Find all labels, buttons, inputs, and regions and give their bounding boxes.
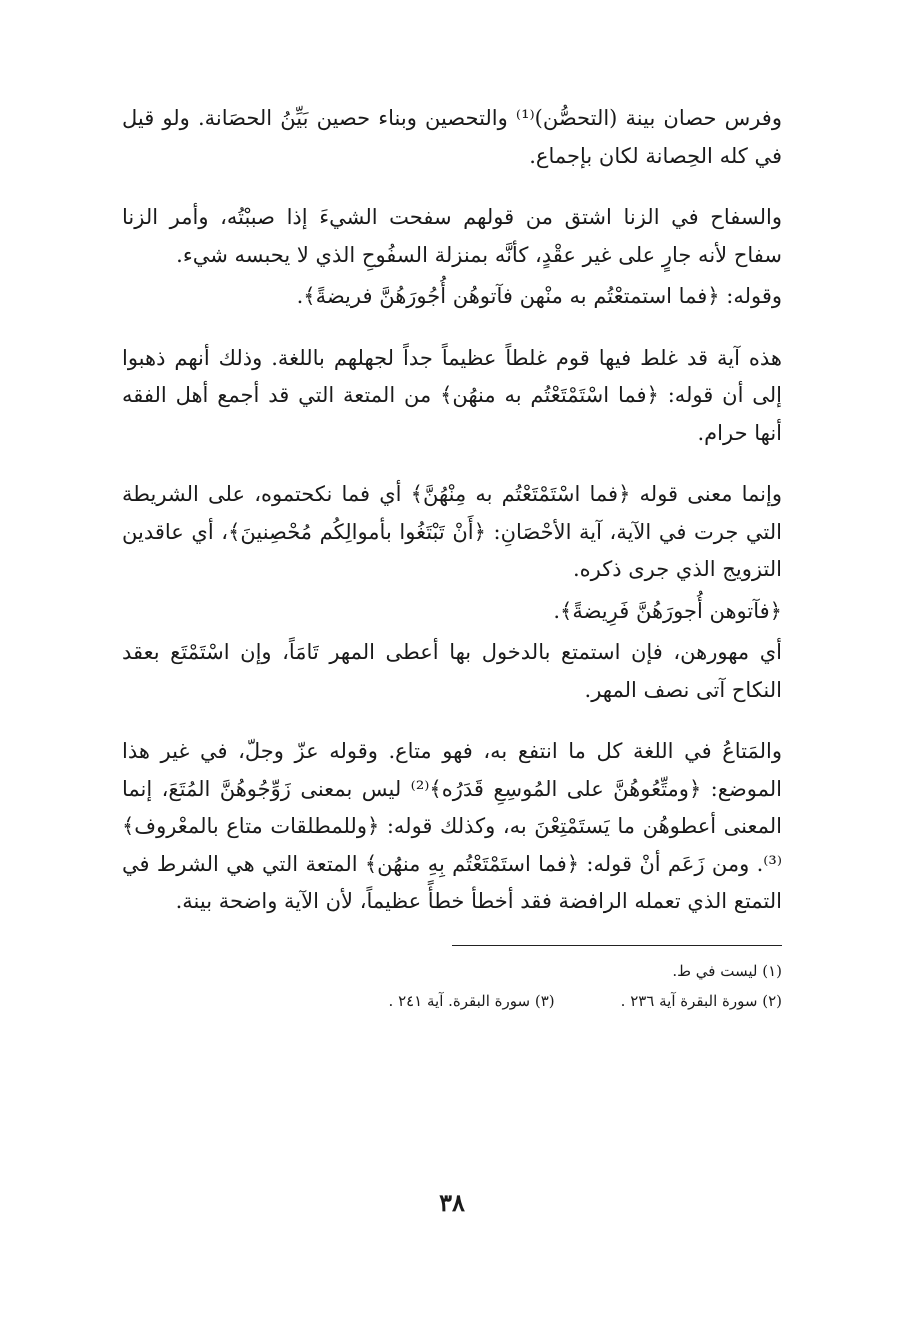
paragraph-meaning-of-istimta: وإنما معنى قوله ﴿فما اسْتَمْتَعْتُم به مِنْهُنَّ﴾ أي فما نكحتموه، على الشريطة التي جرت في الآية، آية الأحْصَانِ: ﴿أَنْ تَبْتَغُوا بأموالِكُم مُحْصِنينَ﴾، أي عاقدين التزويج الذي جرى ذكره. <box>122 482 782 581</box>
footnotes <box>122 956 782 1016</box>
paragraph-mistake-explanation: هذه آية قد غلط فيها قوم غلطاً عظيماً جداً لجهلهم باللغة. وذلك أنهم ذهبوا إلى أن قوله: ﴿فما اسْتَمْتَعْتُم به منهُن﴾ من المتعة التي قد أجمع أهل الفقه أنها حرام. <box>122 345 782 445</box>
page-number: ٣٨ <box>439 1188 465 1217</box>
paragraph-mahr: أي مهورهن، فإن استمتع بالدخول بها أعطى المهر تَامَاً، وإن اسْتَمْتَع بعقد النكاح آتى نصف المهر. <box>122 640 782 702</box>
paragraph-verse-ujur: ﴿فآتوهن أُجورَهُنَّ فَرِيضةً﴾. <box>553 598 782 623</box>
paragraph-horse-fortification: وفرس حصان بينة (التحصُّن)⁽¹⁾ والتحصين وبناء حصين بَيِّنُ الحصَانة. ولو قيل في كله الحِصانة لكان بإجماع. <box>122 106 782 168</box>
footnote-2: (٢) سورة البقرة آية ٢٣٦ . <box>620 991 782 1010</box>
footnote-3: (٣) سورة البقرة. آية ٢٤١ . <box>388 991 555 1010</box>
footnote-row <box>122 986 782 1016</box>
footnote-1: (١) ليست في ط. <box>672 961 782 980</box>
paragraph-verse-quote: وقوله: ﴿فما استمتعْتُم به منْهن فآتوهُن أُجُورَهُنَّ فريضةً﴾. <box>296 284 782 308</box>
paragraph-sifah-definition: والسفاح في الزنا اشتق من قولهم سفحت الشيءَ إذا صببْتُه، وأمر الزنا سفاح لأنه جارٍ على غير عقْدٍ، كأنَّه بمنزلة السفُوحِ الذي لا يحبسه شيء. <box>122 205 782 267</box>
body-text <box>122 100 782 921</box>
paragraph-mataa-definition: والمَتاعُ في اللغة كل ما انتفع به، فهو متاع. وقوله عزّ وجلّ، في غير هذا الموضع: ﴿ومتِّعُوهُنَّ على المُوسِعِ قَدَرُه﴾⁽²⁾ ليس بمعنى زَوِّجُوهُنَّ المُتَعَ، إنما المعنى أعطوهُن ما يَستَمْتِعْنَ به، وكذلك قوله: ﴿وللمطلقات متاع بالمعْروف﴾⁽³⁾. ومن زَعَم أنْ قوله: ﴿فما استَمْتَعْتُم بِهِ منهُن﴾ المتعة التي هي الشرط في التمتع الذي تعمله الرافضة فقد أخطأ خطأً عظيماً، لأن الآية واضحة بينة. <box>122 739 782 913</box>
footnote-divider <box>452 945 782 946</box>
